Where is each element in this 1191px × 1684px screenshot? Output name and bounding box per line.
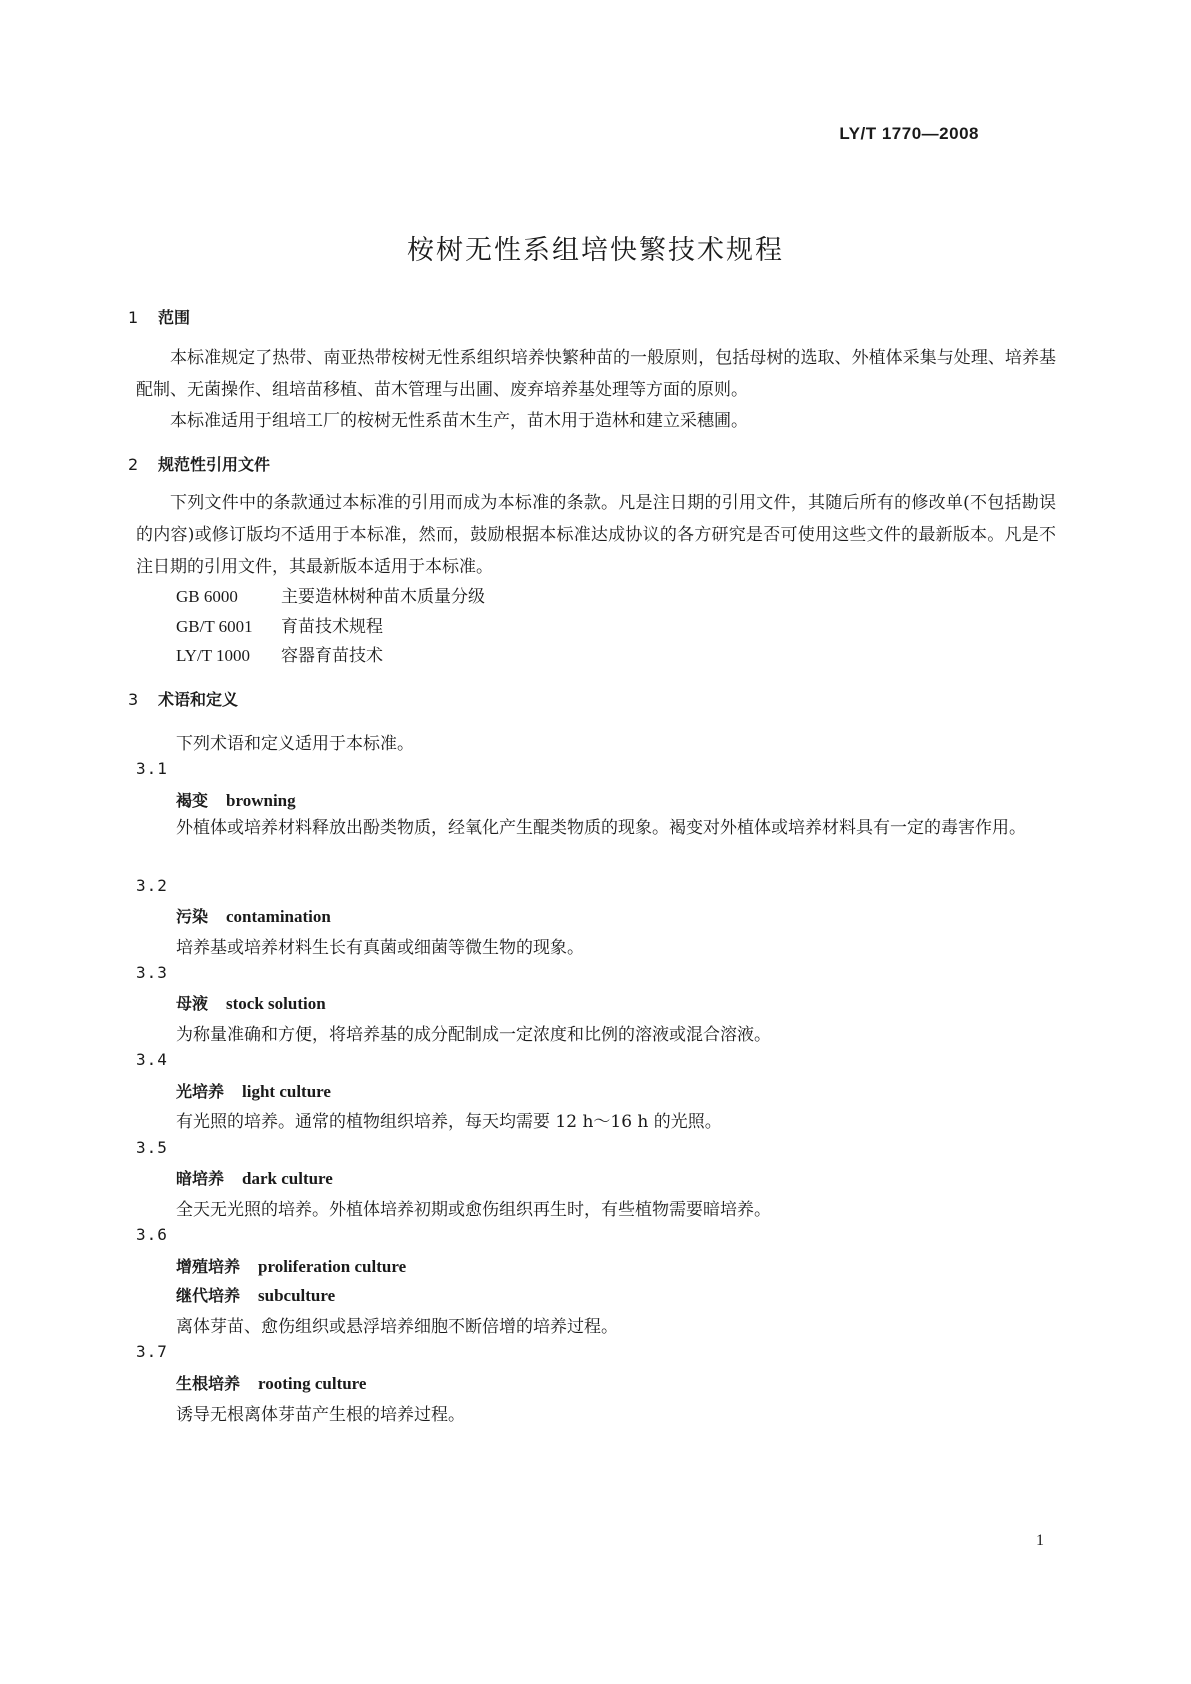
term-en: browning xyxy=(226,791,296,810)
document-title: 桉树无性系组培快繁技术规程 xyxy=(407,235,784,266)
section-heading-scope xyxy=(128,305,190,328)
term-heading xyxy=(176,1079,331,1102)
term-definition: 有光照的培养。通常的植物组织培养，每天均需要 12 h～16 h 的光照。 xyxy=(176,1112,722,1132)
term-definition: 培养基或培养材料生长有真菌或细菌等微生物的现象。 xyxy=(176,938,584,958)
section-number: 1 xyxy=(128,308,139,327)
page-number: 1 xyxy=(1036,1532,1044,1549)
reference-item xyxy=(176,612,383,637)
term-heading xyxy=(176,788,296,811)
scope-paragraph-1: 本标准规定了热带、南亚热带桉树无性系组织培养快繁种苗的一般原则，包括母树的选取、外植体采集与处理、培养基配制、无菌操作、组培苗移植、苗木管理与出圃、废弃培养基处理等方面的原则。 xyxy=(136,348,1056,400)
term-zh: 暗培养 xyxy=(176,1169,225,1188)
reference-item xyxy=(176,582,485,607)
term-definition: 全天无光照的培养。外植体培养初期或愈伤组织再生时，有些植物需要暗培养。 xyxy=(176,1200,771,1220)
term-number: 3.5 xyxy=(136,1138,168,1157)
term-number: 3.2 xyxy=(136,876,168,895)
term-heading xyxy=(176,991,326,1014)
term-zh: 褐变 xyxy=(176,791,209,810)
term-zh: 母液 xyxy=(176,994,209,1013)
term-en: rooting culture xyxy=(258,1374,367,1393)
section-heading-terms xyxy=(128,687,238,710)
term-definition: 为称量准确和方便，将培养基的成分配制成一定浓度和比例的溶液或混合溶液。 xyxy=(176,1025,771,1045)
standard-code: LY/T 1770—2008 xyxy=(839,124,979,143)
term-en: contamination xyxy=(226,907,331,926)
term-definition: 外植体或培养材料释放出酚类物质，经氧化产生醌类物质的现象。褐变对外植体或培养材料具有一定的毒害作用。 xyxy=(176,818,1026,838)
section-title: 范围 xyxy=(158,308,191,327)
section-title: 术语和定义 xyxy=(158,690,239,709)
scope-paragraph-2: 本标准适用于组培工厂的桉树无性系苗木生产，苗木用于造林和建立采穗圃。 xyxy=(170,411,748,431)
section-number: 2 xyxy=(128,455,139,474)
term-number: 3.1 xyxy=(136,759,168,778)
references-paragraph: 下列文件中的条款通过本标准的引用而成为本标准的条款。凡是注日期的引用文件，其随后所有的修改单(不包括勘误的内容)或修订版均不适用于本标准，然而，鼓励根据本标准达成协议的各方研究是否可使用这些文件的最新版本。凡是不注日期的引用文件，其最新版本适用于本标准。 xyxy=(136,493,1056,577)
term-zh: 增殖培养 xyxy=(176,1257,241,1276)
term-zh: 污染 xyxy=(176,907,209,926)
term-en: dark culture xyxy=(242,1169,333,1188)
term-zh: 光培养 xyxy=(176,1082,225,1101)
term-heading-synonym xyxy=(176,1283,335,1306)
term-en: proliferation culture xyxy=(258,1257,407,1276)
reference-code: LY/T 1000 xyxy=(176,646,251,665)
term-heading xyxy=(176,1166,333,1189)
term-number: 3.6 xyxy=(136,1225,168,1244)
section-heading-normative-references xyxy=(128,452,270,475)
term-number: 3.7 xyxy=(136,1342,168,1361)
term-heading xyxy=(176,904,331,927)
reference-title: 主要造林树种苗木质量分级 xyxy=(281,587,485,607)
term-zh: 生根培养 xyxy=(176,1374,241,1393)
reference-code: GB 6000 xyxy=(176,587,238,606)
term-en: light culture xyxy=(242,1082,331,1101)
terms-intro: 下列术语和定义适用于本标准。 xyxy=(176,734,414,754)
reference-title: 育苗技术规程 xyxy=(281,617,383,637)
term-en: stock solution xyxy=(226,994,326,1013)
term-number: 3.3 xyxy=(136,963,168,982)
reference-title: 容器育苗技术 xyxy=(281,646,383,666)
reference-item xyxy=(176,641,383,666)
term-en: subculture xyxy=(258,1286,336,1305)
term-definition: 离体芽苗、愈伤组织或悬浮培养细胞不断倍增的培养过程。 xyxy=(176,1317,618,1337)
term-heading xyxy=(176,1254,406,1277)
term-zh: 继代培养 xyxy=(176,1286,241,1305)
term-definition: 诱导无根离体芽苗产生根的培养过程。 xyxy=(176,1405,465,1425)
section-number: 3 xyxy=(128,690,139,709)
term-number: 3.4 xyxy=(136,1050,168,1069)
reference-code: GB/T 6001 xyxy=(176,617,253,636)
section-title: 规范性引用文件 xyxy=(158,455,271,474)
term-heading xyxy=(176,1371,366,1394)
